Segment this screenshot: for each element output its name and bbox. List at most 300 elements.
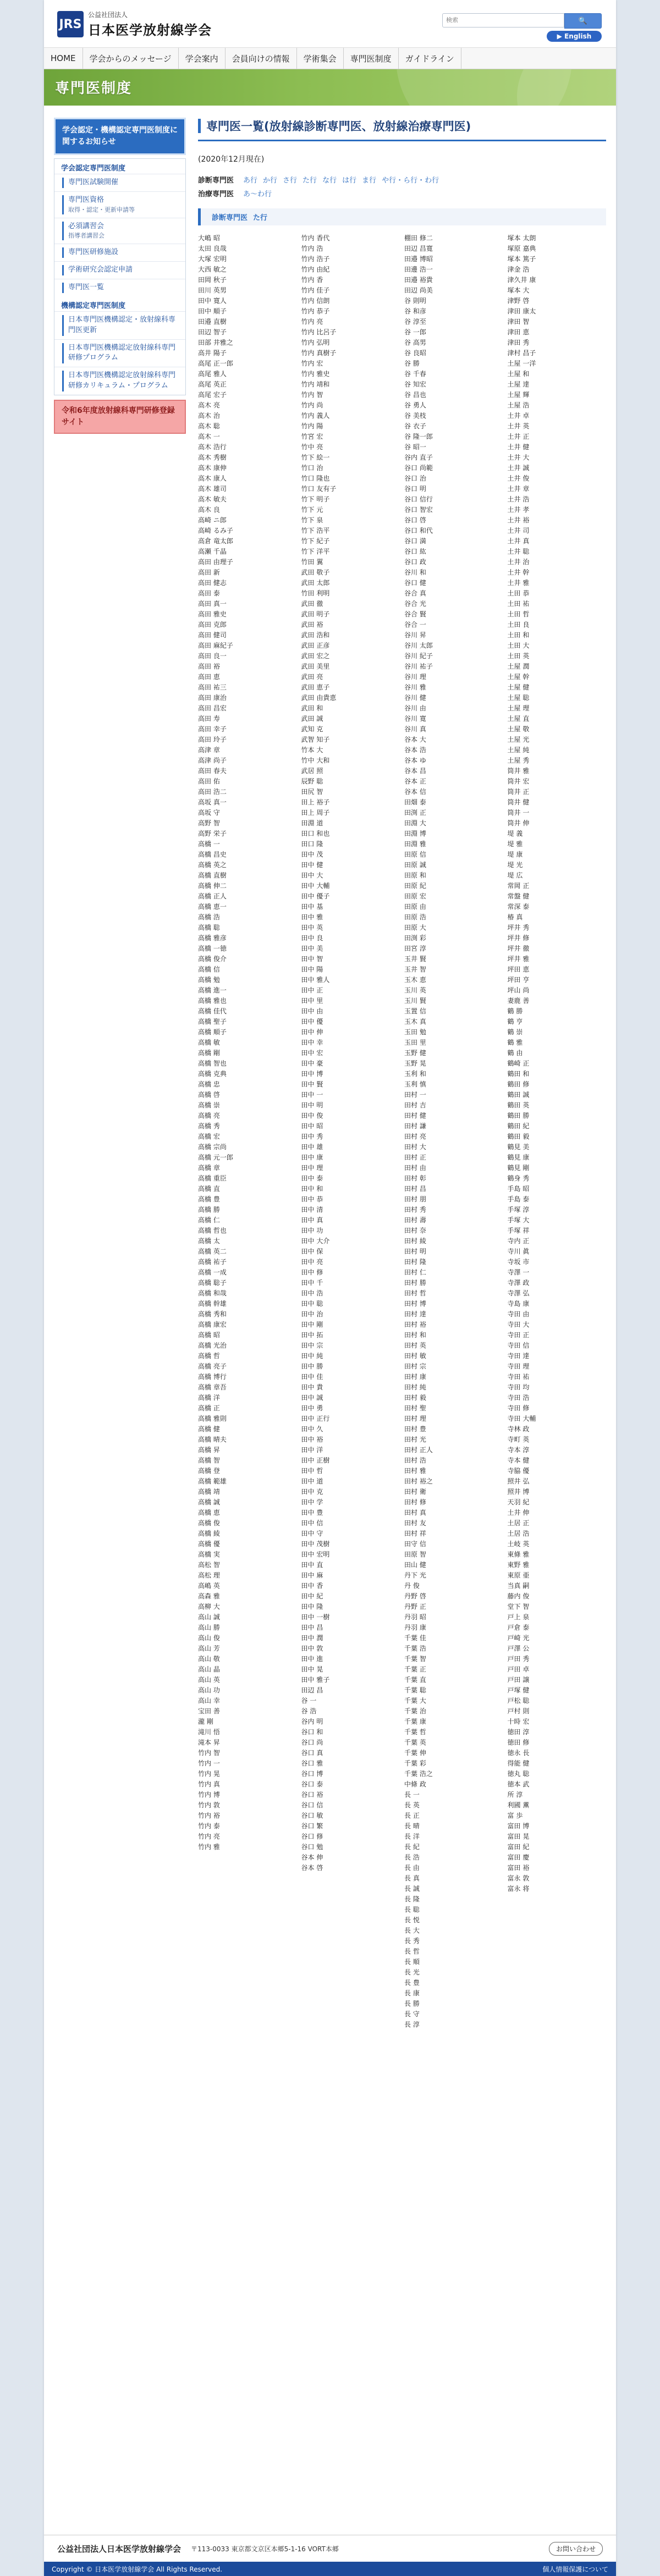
specialist-name: 田村 友: [404, 1519, 426, 1527]
specialist-name: 田淵 道: [301, 819, 323, 827]
specialist-name: 田村 浩: [404, 1457, 426, 1464]
specialist-name: 高橋 光治: [198, 1342, 227, 1349]
specialist-name: 田中 健: [301, 861, 323, 869]
specialist-name: 高田 祐三: [198, 683, 227, 691]
specialist-name: 竹下 明子: [301, 495, 330, 503]
specialist-name: 東原 亜: [507, 1571, 530, 1579]
copyright: Copyright © 日本医学放射線学会 All Rights Reserved.: [52, 2565, 223, 2573]
specialist-name: 谷川 雅: [404, 683, 426, 691]
specialist-name: 高橋 章: [198, 1164, 220, 1172]
specialist-name: 堤 光: [507, 861, 523, 869]
english-button[interactable]: ▶ English: [547, 31, 602, 42]
specialist-name: 土井 浩: [507, 495, 530, 503]
specialist-name: 谷口 満: [404, 537, 426, 545]
specialist-name: 土屋 一洋: [507, 360, 536, 367]
specialist-name: 谷口 和代: [404, 527, 433, 534]
nav-meetings[interactable]: 学術集会: [297, 48, 344, 69]
specialist-name: 竹口 隆也: [301, 475, 330, 482]
specialist-name: 高田 寿: [198, 715, 220, 722]
specialist-name: 塚本 太朗: [507, 234, 536, 242]
specialist-name: 高橋 進一: [198, 986, 227, 994]
specialist-name: 高橋 雅則: [198, 1415, 227, 1422]
specialist-name: 竹下 絵一: [301, 454, 330, 461]
specialist-name: 高橋 勝: [198, 1206, 220, 1213]
specialist-name: 妻鹿 善: [507, 997, 530, 1005]
specialist-name: 玉木 恵: [404, 976, 426, 984]
specialist-name: 谷口 敏: [301, 1812, 323, 1819]
specialist-name: 東條 雅: [507, 1551, 530, 1558]
kana-link[interactable]: や行・ら行・わ行: [382, 176, 439, 185]
specialist-name: 戸田 譲: [507, 1676, 530, 1684]
specialist-name: 田中 洋: [301, 1446, 323, 1454]
nav-home[interactable]: HOME: [44, 48, 83, 69]
specialist-name: 戸澤 公: [507, 1645, 530, 1652]
specialist-name: 堂下 智: [507, 1603, 530, 1610]
kana-link[interactable]: た行: [302, 176, 317, 185]
specialist-name: 土屋 潤: [507, 663, 530, 670]
sidebar-item-program[interactable]: 日本専門医機構認定放射線科専門研修プログラム: [54, 339, 185, 367]
specialist-name: 長 正: [404, 1812, 420, 1819]
specialist-name: 高山 勝: [198, 1624, 220, 1631]
kana-link[interactable]: か行: [263, 176, 278, 185]
search-button[interactable]: 🔍: [564, 13, 602, 29]
specialist-name: 土屋 理: [507, 704, 530, 712]
specialist-name: 津田 恵: [507, 328, 530, 336]
name-list: [198, 233, 606, 2030]
specialist-name: 高橋 恵: [198, 1509, 220, 1516]
specialist-name: 谷口 雅: [301, 1759, 323, 1767]
specialist-name: 田村 祥: [404, 1530, 426, 1537]
specialist-name: 谷本 ゆ: [404, 757, 426, 764]
specialist-name: 高田 泰: [198, 589, 220, 597]
specialist-name: 寺田 浩: [507, 1394, 530, 1402]
specialist-name: 鶴 亨: [507, 1018, 523, 1025]
specialist-name: 天羽 紀: [507, 1498, 530, 1506]
specialist-name: 竹内 佳子: [301, 286, 330, 294]
date-note: (2020年12月現在): [198, 155, 265, 164]
specialist-name: 高橋 秀和: [198, 1310, 227, 1318]
specialist-name: 長 光: [404, 1968, 420, 1976]
specialist-name: 武田 美里: [301, 663, 330, 670]
specialist-name: 田中 宗: [301, 1342, 323, 1349]
specialist-name: 竹下 元: [301, 506, 323, 514]
sidebar-item-seminar[interactable]: 必須講習会 指導者講習会: [54, 218, 185, 244]
specialist-name: 谷本 大: [404, 736, 426, 743]
sidebar-item-list[interactable]: 専門医一覧: [54, 279, 185, 296]
specialist-name: 田中 正樹: [301, 1457, 330, 1464]
specialist-name: 得能 健: [507, 1759, 530, 1767]
specialist-name: 戸村 則: [507, 1707, 530, 1715]
footer-org-name: 公益社団法人日本医学放射線学会: [57, 2544, 182, 2554]
sidebar-item-facilities[interactable]: 専門医研修施設: [54, 244, 185, 261]
specialist-name: 武田 浩和: [301, 631, 330, 639]
specialist-name: 高橋 昌史: [198, 851, 227, 858]
specialist-name: 竹内 比呂子: [301, 328, 337, 336]
specialist-name: 玉川 賢: [404, 997, 426, 1005]
specialist-name: 千葉 治: [404, 1707, 426, 1715]
specialist-name: 田中 大介: [301, 1237, 330, 1245]
specialist-name: 武田 裕: [301, 621, 323, 628]
specialist-name: 高井 陽子: [198, 349, 227, 357]
specialist-name: 高橋 誠: [198, 1498, 220, 1506]
specialist-name: 武居 照: [301, 767, 323, 775]
specialist-name: 土屋 幹: [507, 673, 530, 681]
specialist-name: 高田 雅史: [198, 610, 227, 618]
specialist-name: 手塚 大: [507, 1216, 530, 1224]
sidebar-item-renewal[interactable]: 日本専門医機構認定・放射線科専門医更新: [54, 311, 185, 339]
specialist-name: 谷 衣子: [404, 422, 426, 430]
specialist-name: 谷本 昌: [404, 767, 426, 775]
specialist-name: 田渕 正: [404, 809, 426, 817]
specialist-name: 高橋 秀: [198, 1122, 220, 1130]
sidebar-item-exam[interactable]: 専門医試験開催: [54, 174, 185, 191]
specialist-name: 田中 勝: [301, 1363, 323, 1370]
specialist-name: 高橋 聡子: [198, 1279, 227, 1287]
specialist-name: 津田 智: [507, 318, 530, 326]
specialist-name: 田村 壽: [404, 1216, 426, 1224]
sidebar-item-research[interactable]: 学術研究会認定申請: [54, 261, 185, 279]
specialist-name: 竹内 弘明: [301, 339, 330, 346]
specialist-name: 丹羽 昭: [404, 1613, 426, 1621]
specialist-name: 土井 真: [507, 537, 530, 545]
specialist-name: 武田 敬子: [301, 569, 330, 576]
specialist-name: 長 誠: [404, 1885, 420, 1893]
specialist-name: 谷 淳至: [404, 318, 426, 326]
specialist-name: 田村 由: [404, 1164, 426, 1172]
search-form: [442, 13, 602, 29]
specialist-name: 竹田 利明: [301, 589, 330, 597]
specialist-name: 坪井 修: [507, 934, 530, 942]
specialist-name: 谷 浩: [301, 1707, 317, 1715]
specialist-name: 竹宮 宏: [301, 433, 323, 440]
kana-link[interactable]: さ行: [283, 176, 298, 185]
specialist-name: 寺田 大: [507, 1321, 530, 1328]
specialist-name: 土田 哲: [507, 610, 530, 618]
sidebar-item-curriculum[interactable]: 日本専門医機構認定放射線科専門研修カリキュラム・プログラム: [54, 367, 185, 395]
specialist-name: 高崎 るみ子: [198, 527, 233, 534]
specialist-name: 長 豊: [404, 1979, 420, 1987]
specialist-name: 長 隆: [404, 1895, 420, 1903]
specialist-name: 田川 英男: [198, 286, 227, 294]
specialist-name: 谷口 智宏: [404, 506, 433, 514]
specialist-name: 津村 昌子: [507, 349, 536, 357]
specialist-name: 高橋 哲: [198, 1352, 220, 1360]
specialist-name: 照井 博: [507, 1488, 530, 1496]
specialist-name: 竹内 尚: [301, 401, 323, 409]
specialist-name: 高田 由理子: [198, 558, 233, 566]
specialist-name: 筒井 一: [507, 809, 530, 817]
specialist-name: 鶴田 勝: [507, 1112, 530, 1119]
specialist-name: 田中 雅: [301, 913, 323, 921]
specialist-name: 富田 晃: [507, 1833, 530, 1840]
specialist-name: 高山 英: [198, 1676, 220, 1684]
specialist-name: 高尾 雅人: [198, 370, 227, 378]
specialist-name: 高橋 英二: [198, 1248, 227, 1255]
specialist-name: 坪田 亨: [507, 976, 530, 984]
specialist-name: 田中 学: [301, 1498, 323, 1506]
page-title: 専門医一覧(放射線診断専門医、放射線治療専門医): [198, 118, 606, 141]
specialist-name: 高木 康伸: [198, 464, 227, 472]
specialist-name: 高田 裕: [198, 663, 220, 670]
specialist-name: 谷川 寛: [404, 715, 426, 722]
privacy-link[interactable]: 個人情報保護について: [542, 2565, 608, 2573]
specialist-name: 土屋 純: [507, 746, 530, 754]
specialist-name: 田中 泰: [301, 1174, 323, 1182]
specialist-name: 長 聡: [404, 1906, 420, 1913]
specialist-name: 坪井 秀: [507, 924, 530, 931]
specialist-name: 谷 和彦: [404, 307, 426, 315]
specialist-name: 竹内 陽: [301, 422, 323, 430]
banner-title: 専門医制度: [55, 80, 133, 97]
specialist-name: 土井 裕: [507, 516, 530, 524]
kana-link[interactable]: あ～わ行: [243, 190, 272, 198]
specialist-name: 筒井 正: [507, 788, 530, 796]
specialist-name: 田村 和: [404, 1331, 426, 1339]
specialist-name: 田辺 尚美: [404, 286, 433, 294]
specialist-name: 竹内 雅史: [301, 370, 330, 378]
specialist-name: 田村 朋: [404, 1195, 426, 1203]
specialist-name: 玉野 健: [404, 1049, 426, 1057]
header: [44, 0, 616, 48]
specialist-name: 高橋 実: [198, 1551, 220, 1558]
specialist-name: 鶴田 英: [507, 1101, 530, 1109]
specialist-name: 谷本 信: [404, 788, 426, 796]
specialist-name: 高橋 俊介: [198, 955, 227, 963]
specialist-name: 長 真: [404, 1874, 420, 1882]
specialist-name: 千葉 伸: [404, 1749, 426, 1757]
logo-mark: JRS: [57, 11, 84, 37]
specialist-name: 鶴 崇: [507, 1028, 523, 1036]
specialist-name: 谷 美枝: [404, 412, 426, 420]
specialist-name: 田村 昌: [404, 1185, 426, 1193]
nav-guidelines[interactable]: ガイドライン: [399, 48, 461, 69]
specialist-name: 高嶋 英: [198, 1582, 220, 1590]
specialist-name: 谷口 尚: [301, 1739, 323, 1746]
specialist-name: 田中 正行: [301, 1415, 330, 1422]
specialist-name: 高橋 重臣: [198, 1174, 227, 1182]
specialist-name: 土田 英: [507, 652, 530, 660]
specialist-name: 玉利 和: [404, 1070, 426, 1078]
registration-site-banner[interactable]: 令和6年度放射線科専門研修登録サイト: [54, 400, 186, 434]
nav-specialist[interactable]: 専門医制度: [344, 48, 399, 69]
specialist-name: 土田 祐: [507, 600, 530, 608]
specialist-name: 高橋 登: [198, 1467, 220, 1475]
specialist-name: 田中 理: [301, 1164, 323, 1172]
specialist-name: 高橋 雅也: [198, 997, 227, 1005]
specialist-name: 所 淳: [507, 1791, 523, 1799]
specialist-name: 田中 聡: [301, 1300, 323, 1308]
specialist-name: 竹内 浩子: [301, 255, 330, 263]
specialist-name: 戸崎 光: [507, 1634, 530, 1642]
specialist-name: 田畑 泰: [404, 798, 426, 806]
specialist-name: 田淵 雅: [404, 840, 426, 848]
specialist-name: 田中 伸: [301, 1028, 323, 1036]
specialist-name: 土井 健: [507, 443, 530, 451]
ther-kana-nav: 治療専門医 あ～わ行: [198, 188, 606, 198]
search-input[interactable]: [442, 13, 564, 27]
kana-link[interactable]: な行: [322, 176, 337, 185]
specialist-name: 丹下 光: [404, 1571, 426, 1579]
specialist-name: 手塚 祥: [507, 1227, 530, 1234]
specialist-name: 竹内 真樹子: [301, 349, 337, 357]
specialist-name: 土屋 聡: [507, 694, 530, 702]
specialist-name: 土屋 敬: [507, 725, 530, 733]
specialist-name: 田中 寛人: [198, 297, 227, 305]
specialist-name: 田村 奈: [404, 1227, 426, 1234]
specialist-name: 高橋 英之: [198, 861, 227, 869]
nav-members[interactable]: 会員向けの情報: [226, 48, 297, 69]
specialist-name: 田原 智: [404, 1551, 426, 1558]
specialist-name: 土岐 英: [507, 1540, 530, 1548]
specialist-name: 竹内 恭子: [301, 307, 330, 315]
specialist-name: 千葉 浩: [404, 1645, 426, 1652]
specialist-name: 田中 雄: [301, 1143, 323, 1151]
specialist-name: 宝田 善: [198, 1707, 220, 1715]
specialist-name: 谷口 健: [404, 579, 426, 587]
specialist-name: 土井 司: [507, 527, 530, 534]
contact-button[interactable]: お問い合わせ: [549, 2542, 603, 2556]
specialist-name: 武田 徹: [301, 600, 323, 608]
specialist-name: 寺林 政: [507, 1425, 530, 1433]
specialist-name: 高田 佑: [198, 777, 220, 785]
specialist-name: 高倉 竜太郎: [198, 537, 233, 545]
nav-message[interactable]: 学会からのメッセージ: [83, 48, 179, 69]
specialist-name: 寺川 眞: [507, 1248, 530, 1255]
specialist-name: 田村 隆: [404, 1258, 426, 1266]
specialist-name: 寺田 由: [507, 1310, 530, 1318]
specialist-name: 谷川 理: [404, 673, 426, 681]
specialist-name: 丹 俊: [404, 1582, 420, 1590]
specialist-name: 富 歩: [507, 1812, 523, 1819]
specialist-name: 高橋 範雄: [198, 1477, 227, 1485]
specialist-name: 千葉 大: [404, 1697, 426, 1705]
specialist-name: 田辺 昌: [301, 1686, 323, 1694]
specialist-name: 土井 伸: [507, 1509, 530, 1516]
specialist-name: 土田 和: [507, 631, 530, 639]
name-column: [404, 233, 503, 2030]
footer-address: 〒113-0033 東京都文京区本郷5-1-16 VORT本郷: [191, 2545, 339, 2553]
logo[interactable]: [57, 10, 212, 38]
specialist-name: 玉田 勉: [404, 1028, 426, 1036]
kana-link[interactable]: ま行: [362, 176, 377, 185]
specialist-name: 田中 英: [301, 924, 323, 931]
sidebar-group-head: 学会認定専門医制度: [61, 164, 126, 173]
specialist-name: 谷口 啓: [404, 516, 426, 524]
specialist-name: 藤内 俊: [507, 1592, 530, 1600]
specialist-name: 田中 昌: [301, 1624, 323, 1631]
specialist-name: 高田 真一: [198, 600, 227, 608]
specialist-name: 高橋 章吾: [198, 1383, 227, 1391]
specialist-name: 谷合 真: [404, 589, 426, 597]
specialist-name: 高橋 順子: [198, 1028, 227, 1036]
specialist-name: 田邉 博昭: [404, 255, 433, 263]
specialist-name: 高木 良: [198, 506, 220, 514]
specialist-name: 津久井 康: [507, 276, 536, 284]
specialist-name: 田邉 裕貴: [404, 276, 433, 284]
specialist-name: 田中 香: [301, 1582, 323, 1590]
specialist-name: 谷 千春: [404, 370, 426, 378]
specialist-name: 田中 真: [301, 1216, 323, 1224]
specialist-name: 戸上 泉: [507, 1613, 530, 1621]
specialist-name: 高田 玲子: [198, 736, 227, 743]
specialist-name: 谷口 尚範: [404, 464, 433, 472]
specialist-name: 長 晴: [404, 1822, 420, 1830]
specialist-name: 千葉 康: [404, 1718, 426, 1725]
specialist-name: 寺澤 政: [507, 1279, 530, 1287]
specialist-name: 高木 康人: [198, 475, 227, 482]
specialist-name: 田中 裕: [301, 1436, 323, 1443]
specialist-name: 田村 真: [404, 1509, 426, 1516]
specialist-name: 高橋 信: [198, 966, 220, 973]
specialist-name: 谷川 昇: [404, 631, 426, 639]
specialist-name: 徳田 修: [507, 1739, 530, 1746]
kana-link[interactable]: は行: [342, 176, 357, 185]
specialist-name: 高山 功: [198, 1686, 220, 1694]
specialist-name: 田村 宗: [404, 1363, 426, 1370]
specialist-name: 富永 将: [507, 1885, 530, 1893]
specialist-name: 高橋 太: [198, 1237, 220, 1245]
specialist-name: 竹本 大: [301, 746, 323, 754]
specialist-name: 高田 幸子: [198, 725, 227, 733]
sidebar-item-notice[interactable]: 学会認定・機構認定専門医制度に関するお知らせ: [54, 118, 186, 155]
specialist-name: 竹内 亮: [301, 318, 323, 326]
specialist-name: 高橋 智: [198, 1457, 220, 1464]
specialist-name: 高松 理: [198, 1571, 220, 1579]
specialist-name: 谷本 伸: [301, 1854, 323, 1861]
specialist-name: 長 勝: [404, 2000, 420, 2007]
specialist-name: 高坂 真一: [198, 798, 227, 806]
specialist-name: 武智 知子: [301, 736, 330, 743]
specialist-name: 竹内 雅: [198, 1843, 220, 1851]
specialist-name: 田中 潤: [301, 1634, 323, 1642]
specialist-name: 長 一: [404, 1791, 420, 1799]
nav-about[interactable]: 学会案内: [179, 48, 226, 69]
specialist-name: 田原 誠: [404, 861, 426, 869]
specialist-name: 寺本 健: [507, 1457, 530, 1464]
org-name: 日本医学放射線学会: [88, 23, 212, 38]
specialist-name: 高野 栄子: [198, 830, 227, 837]
specialist-name: 手塚 淳: [507, 1206, 530, 1213]
specialist-name: 土居 正: [507, 1519, 530, 1527]
specialist-name: 寺本 淳: [507, 1446, 530, 1454]
specialist-name: 高橋 宗尚: [198, 1143, 227, 1151]
specialist-name: 田中 清: [301, 1206, 323, 1213]
sidebar-item-qualification[interactable]: 専門医資格 取得・認定・更新申請等: [54, 191, 185, 218]
specialist-name: 堤 広: [507, 871, 523, 879]
specialist-name: 土井 孝: [507, 506, 530, 514]
specialist-name: 坪山 尚: [507, 986, 530, 994]
specialist-name: 竹内 浩: [301, 245, 323, 252]
specialist-name: 武田 誠: [301, 715, 323, 722]
specialist-name: 鶴田 紀: [507, 1122, 530, 1130]
specialist-name: 谷合 一: [404, 621, 426, 628]
specialist-name: 田村 吉: [404, 1101, 426, 1109]
specialist-name: 鶴崎 正: [507, 1060, 530, 1067]
specialist-name: 筒井 健: [507, 798, 530, 806]
specialist-name: 田中 紀: [301, 1592, 323, 1600]
specialist-name: 寺脇 優: [507, 1467, 530, 1475]
specialist-name: 高橋 和哉: [198, 1289, 227, 1297]
kana-link[interactable]: あ行: [243, 176, 258, 185]
specialist-name: 田中 守: [301, 1530, 323, 1537]
specialist-name: 堤 康: [507, 851, 523, 858]
specialist-name: 竹内 香: [301, 276, 323, 284]
specialist-name: 高橋 祐子: [198, 1258, 227, 1266]
specialist-name: 高橋 忠: [198, 1080, 220, 1088]
specialist-name: 津田 秀: [507, 339, 530, 346]
specialist-name: 田邉 直樹: [198, 318, 227, 326]
specialist-name: 谷川 太郎: [404, 642, 433, 649]
